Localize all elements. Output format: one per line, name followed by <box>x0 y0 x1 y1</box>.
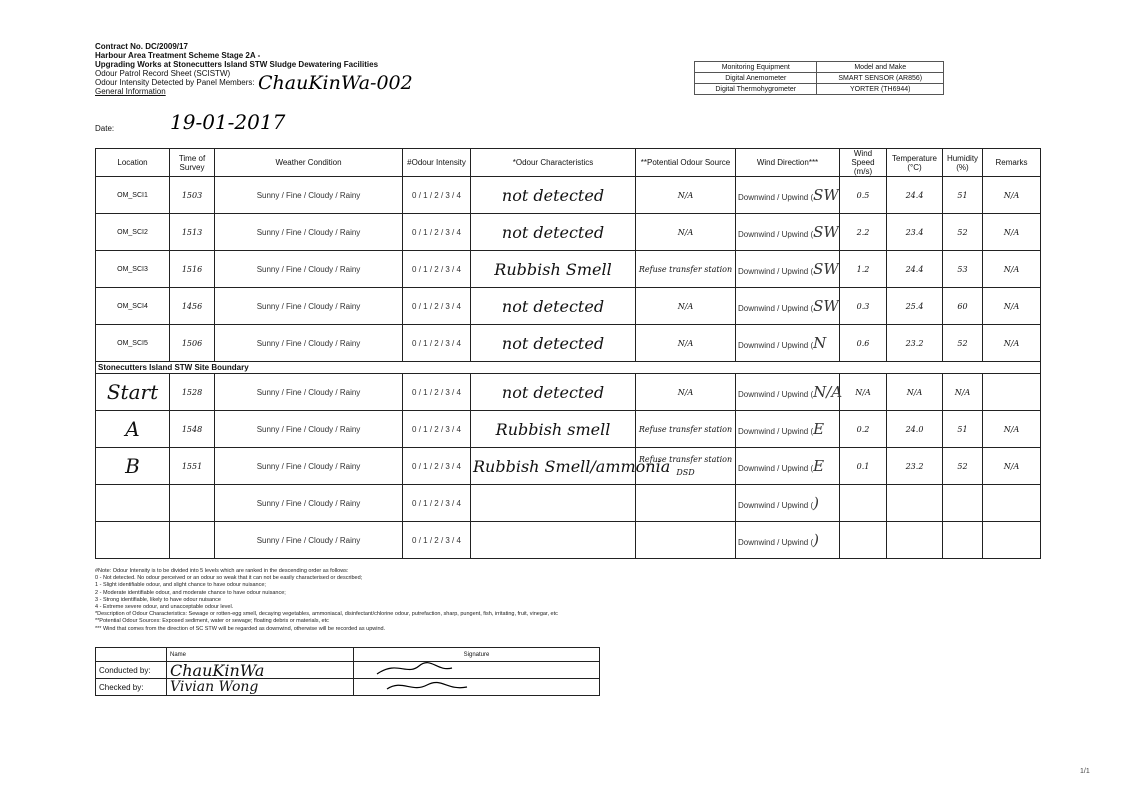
weather-cell: Sunny / Fine / Cloudy / Rainy <box>215 522 403 559</box>
equipment-model: SMART SENSOR (AR856) <box>817 73 944 84</box>
source-cell: Refuse transfer station <box>636 251 736 288</box>
note-line: 4 - Extreme severe odour, and unacceptable odour level. <box>95 604 234 611</box>
characteristics-cell <box>471 522 636 559</box>
wind-options-label: Downwind / Upwind ( <box>738 230 814 239</box>
header-line-3: Upgrading Works at Stonecutters Island STW Sludge Dewatering Facilities <box>95 60 379 69</box>
remarks-cell: N/A <box>983 177 1041 214</box>
temperature-cell: 24.0 <box>887 411 943 448</box>
weather-cell: Sunny / Fine / Cloudy / Rainy <box>215 214 403 251</box>
note-line: *** Wind that comes from the direction of SC STW will be regarded as downwind, otherwise will be recorded as upwind. <box>95 625 386 632</box>
time-cell: 1456 <box>170 288 215 325</box>
source-cell: N/A <box>636 214 736 251</box>
header-line-2: Harbour Area Treatment Scheme Stage 2A - <box>95 51 261 60</box>
remarks-cell <box>983 522 1041 559</box>
signature-col-header: Signature <box>354 648 600 662</box>
col-weather: Weather Condition <box>215 149 403 177</box>
note-line: 2 - Moderate identifiable odour, and moderate chance to have odour nuisance; <box>95 589 286 596</box>
model-col-header: Model and Make <box>817 62 944 73</box>
table-row <box>96 177 1041 214</box>
time-cell <box>170 485 215 522</box>
wind-direction-cell <box>736 522 840 559</box>
col-humidity: Humidity (%) <box>943 149 983 177</box>
wind-direction-value: SW <box>813 223 839 241</box>
characteristics-cell <box>471 485 636 522</box>
location-cell: Start <box>96 374 170 411</box>
weather-cell: Sunny / Fine / Cloudy / Rainy <box>215 485 403 522</box>
checked-by-label: Checked by: <box>96 679 167 696</box>
source-cell: N/A <box>636 374 736 411</box>
table-row <box>96 448 1041 485</box>
wind-direction-cell <box>736 251 840 288</box>
wind-speed-cell: 1.2 <box>840 251 887 288</box>
sign-blank <box>96 648 167 662</box>
temperature-cell: 23.2 <box>887 448 943 485</box>
signature-scribble <box>357 662 477 676</box>
characteristics-cell: Rubbish Smell <box>471 251 636 288</box>
table-row <box>96 374 1041 411</box>
wind-speed-cell: 0.3 <box>840 288 887 325</box>
wind-speed-cell: 0.1 <box>840 448 887 485</box>
remarks-cell <box>983 485 1041 522</box>
note-line: 0 - Not detected. No odour perceived or an odour so weak that it can not be easily characterised or described; <box>95 575 363 582</box>
location-cell: OM_SCI1 <box>96 177 170 214</box>
checked-signature <box>354 679 600 696</box>
table-row <box>96 485 1041 522</box>
humidity-cell <box>943 485 983 522</box>
characteristics-cell: not detected <box>471 288 636 325</box>
equipment-model: YORTER (TH6944) <box>817 84 944 95</box>
temperature-cell: 23.4 <box>887 214 943 251</box>
humidity-cell: N/A <box>943 374 983 411</box>
conducted-signature <box>354 662 600 679</box>
source-cell: Refuse transfer station DSD <box>636 448 736 485</box>
table-header-row <box>96 149 1041 177</box>
wind-direction-cell <box>736 325 840 362</box>
wind-direction-value: N/A <box>813 383 843 401</box>
note-line: 1 - Slight identifiable odour, and slight chance to have odour nuisance; <box>95 582 266 589</box>
col-wind-speed: Wind Speed (m/s) <box>840 149 887 177</box>
intensity-cell: 0 / 1 / 2 / 3 / 4 <box>403 288 471 325</box>
conducted-by-label: Conducted by: <box>96 662 167 679</box>
humidity-cell: 60 <box>943 288 983 325</box>
wind-options-label: Downwind / Upwind ( <box>738 193 814 202</box>
page-number: 1/1 <box>1080 768 1090 775</box>
characteristics-cell: not detected <box>471 177 636 214</box>
date-handwritten: 19-01-2017 <box>170 110 286 134</box>
equipment-table <box>694 61 944 95</box>
col-wind-direction: Wind Direction*** <box>736 149 840 177</box>
humidity-cell: 51 <box>943 411 983 448</box>
time-cell: 1506 <box>170 325 215 362</box>
location-cell: OM_SCI5 <box>96 325 170 362</box>
general-info-label: General Information <box>95 87 166 96</box>
wind-direction-cell <box>736 448 840 485</box>
characteristics-cell: Rubbish smell <box>471 411 636 448</box>
location-cell: B <box>96 448 170 485</box>
wind-speed-cell: 0.6 <box>840 325 887 362</box>
date-label: Date: <box>95 124 115 133</box>
remarks-cell: N/A <box>983 214 1041 251</box>
col-source: **Potential Odour Source <box>636 149 736 177</box>
remarks-cell: N/A <box>983 251 1041 288</box>
equipment-col-header: Monitoring Equipment <box>695 62 817 73</box>
wind-speed-cell: 0.2 <box>840 411 887 448</box>
source-cell: Refuse transfer station <box>636 411 736 448</box>
source-cell <box>636 485 736 522</box>
wind-direction-value: ) <box>813 494 819 512</box>
odour-record-table <box>95 148 1041 559</box>
intensity-cell: 0 / 1 / 2 / 3 / 4 <box>403 374 471 411</box>
note-line: *Description of Odour Characteristics: Sewage or rotten-egg smell, decaying vegetables, ammoniacal, disinfectant/chlorine odour, putrefaction, sharp, pungent, fish, irritating, fruit, vinegar, etc <box>95 611 558 618</box>
intensity-cell: 0 / 1 / 2 / 3 / 4 <box>403 411 471 448</box>
col-intensity: #Odour Intensity <box>403 149 471 177</box>
remarks-cell: N/A <box>983 448 1041 485</box>
wind-options-label: Downwind / Upwind ( <box>738 538 814 547</box>
name-col-header: Name <box>167 648 354 662</box>
wind-options-label: Downwind / Upwind ( <box>738 304 814 313</box>
weather-cell: Sunny / Fine / Cloudy / Rainy <box>215 325 403 362</box>
remarks-cell: N/A <box>983 325 1041 362</box>
remarks-cell: N/A <box>983 411 1041 448</box>
temperature-cell: 24.4 <box>887 251 943 288</box>
weather-cell: Sunny / Fine / Cloudy / Rainy <box>215 251 403 288</box>
intensity-cell: 0 / 1 / 2 / 3 / 4 <box>403 448 471 485</box>
time-cell: 1551 <box>170 448 215 485</box>
wind-direction-value: SW <box>813 260 839 278</box>
characteristics-cell: not detected <box>471 325 636 362</box>
table-row <box>96 288 1041 325</box>
weather-cell: Sunny / Fine / Cloudy / Rainy <box>215 288 403 325</box>
time-cell <box>170 522 215 559</box>
wind-direction-cell <box>736 485 840 522</box>
wind-speed-cell: 2.2 <box>840 214 887 251</box>
note-line: #Note: Odour Intensity is to be divided into 5 levels which are ranked in the descending order as follows: <box>95 568 349 574</box>
boundary-row <box>96 362 1041 374</box>
intensity-cell: 0 / 1 / 2 / 3 / 4 <box>403 177 471 214</box>
wind-speed-cell: N/A <box>840 374 887 411</box>
temperature-cell: 24.4 <box>887 177 943 214</box>
wind-options-label: Downwind / Upwind ( <box>738 464 814 473</box>
humidity-cell: 52 <box>943 448 983 485</box>
table-row <box>96 522 1041 559</box>
remarks-cell <box>983 374 1041 411</box>
humidity-cell <box>943 522 983 559</box>
location-cell: OM_SCI2 <box>96 214 170 251</box>
col-remarks: Remarks <box>983 149 1041 177</box>
temperature-cell: N/A <box>887 374 943 411</box>
intensity-cell: 0 / 1 / 2 / 3 / 4 <box>403 214 471 251</box>
wind-speed-cell <box>840 522 887 559</box>
wind-options-label: Downwind / Upwind ( <box>738 390 814 399</box>
weather-cell: Sunny / Fine / Cloudy / Rainy <box>215 374 403 411</box>
location-cell: A <box>96 411 170 448</box>
source-cell: N/A <box>636 177 736 214</box>
wind-direction-cell <box>736 411 840 448</box>
signature-table <box>95 647 600 696</box>
conducted-name: ChauKinWa <box>167 662 354 679</box>
boundary-label: Stonecutters Island STW Site Boundary <box>96 362 1041 374</box>
source-cell: N/A <box>636 325 736 362</box>
note-line: **Potential Odour Sources: Exposed sediment, water or sewage; floating debris or materials, etc <box>95 618 329 625</box>
wind-direction-cell <box>736 288 840 325</box>
note-line: 3 - Strong identifiable, likely to have odour nuisance <box>95 596 221 603</box>
weather-cell: Sunny / Fine / Cloudy / Rainy <box>215 177 403 214</box>
source-cell <box>636 522 736 559</box>
humidity-cell: 53 <box>943 251 983 288</box>
intensity-cell: 0 / 1 / 2 / 3 / 4 <box>403 522 471 559</box>
wind-direction-value: E <box>813 457 825 475</box>
location-cell: OM_SCI4 <box>96 288 170 325</box>
table-row <box>96 251 1041 288</box>
wind-direction-value: N <box>813 334 827 352</box>
contract-number: Contract No. DC/2009/17 <box>95 42 188 51</box>
wind-direction-value: E <box>813 420 825 438</box>
table-row <box>96 325 1041 362</box>
wind-direction-cell <box>736 214 840 251</box>
table-row <box>96 214 1041 251</box>
wind-options-label: Downwind / Upwind ( <box>738 501 814 510</box>
humidity-cell: 51 <box>943 177 983 214</box>
intensity-cell: 0 / 1 / 2 / 3 / 4 <box>403 485 471 522</box>
characteristics-cell: Rubbish Smell/ammonia <box>471 448 636 485</box>
wind-options-label: Downwind / Upwind ( <box>738 267 814 276</box>
wind-speed-cell <box>840 485 887 522</box>
wind-options-label: Downwind / Upwind ( <box>738 427 814 436</box>
table-row <box>96 411 1041 448</box>
col-location: Location <box>96 149 170 177</box>
time-cell: 1528 <box>170 374 215 411</box>
humidity-cell: 52 <box>943 214 983 251</box>
wind-direction-value: ) <box>813 531 819 549</box>
equipment-name: Digital Thermohygrometer <box>695 84 817 95</box>
col-characteristics: *Odour Characteristics <box>471 149 636 177</box>
humidity-cell: 52 <box>943 325 983 362</box>
temperature-cell: 25.4 <box>887 288 943 325</box>
wind-direction-value: SW <box>813 186 839 204</box>
time-cell: 1513 <box>170 214 215 251</box>
location-cell <box>96 522 170 559</box>
time-cell: 1503 <box>170 177 215 214</box>
characteristics-cell: not detected <box>471 214 636 251</box>
panel-member-handwritten: ChauKinWa-002 <box>258 72 413 94</box>
remarks-cell: N/A <box>983 288 1041 325</box>
weather-cell: Sunny / Fine / Cloudy / Rainy <box>215 411 403 448</box>
header-line-4: Odour Patrol Record Sheet (SCISTW) <box>95 69 231 78</box>
wind-options-label: Downwind / Upwind ( <box>738 341 814 350</box>
time-cell: 1548 <box>170 411 215 448</box>
checked-name: Vivian Wong <box>167 679 354 696</box>
wind-direction-value: SW <box>813 297 839 315</box>
characteristics-cell: not detected <box>471 374 636 411</box>
col-temperature: Temperature (°C) <box>887 149 943 177</box>
temperature-cell: 23.2 <box>887 325 943 362</box>
equipment-name: Digital Anemometer <box>695 73 817 84</box>
intensity-cell: 0 / 1 / 2 / 3 / 4 <box>403 325 471 362</box>
wind-speed-cell: 0.5 <box>840 177 887 214</box>
wind-direction-cell <box>736 374 843 411</box>
col-time: Time of Survey <box>170 149 215 177</box>
time-cell: 1516 <box>170 251 215 288</box>
header-line-5: Odour Intensity Detected by Panel Members: <box>95 78 255 87</box>
weather-cell: Sunny / Fine / Cloudy / Rainy <box>215 448 403 485</box>
notes-block <box>95 568 695 633</box>
location-cell: OM_SCI3 <box>96 251 170 288</box>
temperature-cell <box>887 522 943 559</box>
source-cell: N/A <box>636 288 736 325</box>
wind-direction-cell <box>736 177 840 214</box>
location-cell <box>96 485 170 522</box>
signature-scribble <box>357 679 477 693</box>
temperature-cell <box>887 485 943 522</box>
intensity-cell: 0 / 1 / 2 / 3 / 4 <box>403 251 471 288</box>
